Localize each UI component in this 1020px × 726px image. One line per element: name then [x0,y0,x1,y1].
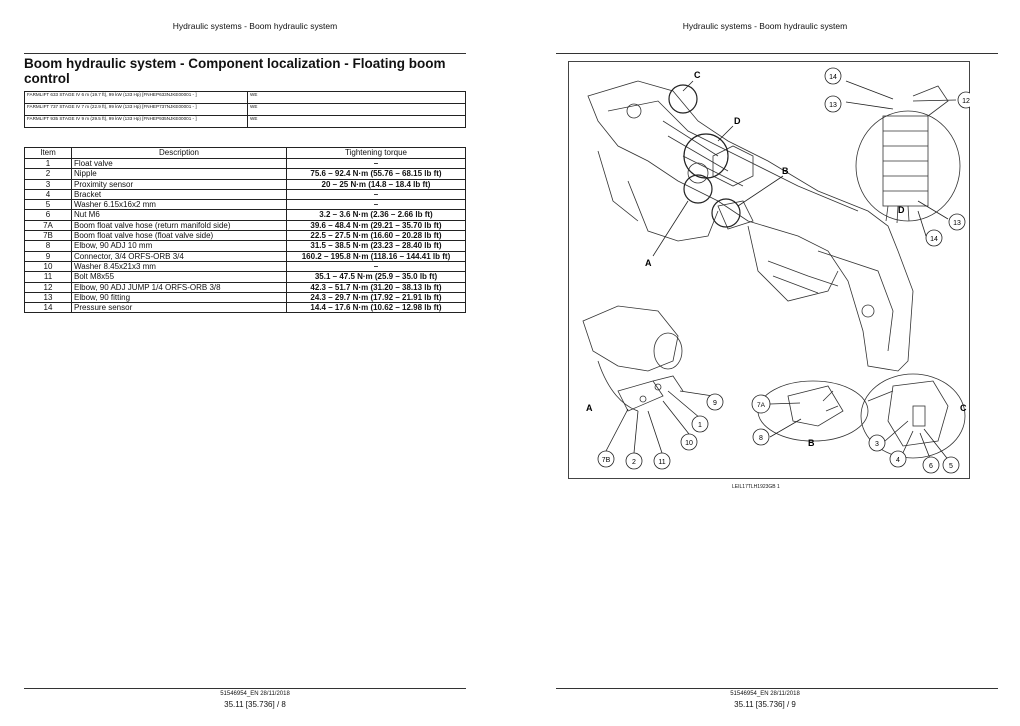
callout-14-lower: 14 [930,236,938,243]
callout-a-detail: A [586,403,593,413]
callout-d: D [734,116,741,126]
callout-2: 2 [632,459,636,466]
callout-10: 10 [685,440,693,447]
callout-1: 1 [698,422,702,429]
part-description: Pressure sensor [72,303,287,313]
parts-body [25,159,466,313]
part-description: Boom float valve hose (return manifold side) [72,220,287,230]
part-item: 7A [25,220,72,230]
callout-7a: 7A [757,402,765,409]
part-item: 2 [25,169,72,179]
parts-header-row [25,148,466,159]
footer-code: 51546954_EN 28/11/2018 [730,691,800,697]
footer-rule [556,688,998,689]
callout-7b: 7B [601,457,611,464]
callout-13-lower: 13 [953,220,961,227]
part-torque: 39.6 – 48.4 N·m (29.21 – 35.70 lb ft) [287,220,466,230]
model-row [25,92,466,104]
part-item: 5 [25,200,72,210]
callout-3: 3 [875,441,879,448]
part-item: 4 [25,189,72,199]
part-description: Boom float valve hose (float valve side) [72,231,287,241]
callout-d-detail: D [898,205,905,215]
part-torque: – [287,159,466,169]
part-torque: 160.2 – 195.8 N·m (118.16 – 144.41 lb ft) [287,251,466,261]
table-row [25,159,466,169]
part-item: 13 [25,292,72,302]
part-torque: 42.3 – 51.7 N·m (31.20 – 38.13 lb ft) [287,282,466,292]
footer-page-number: 35.11 [35.736] / 8 [224,700,286,709]
table-row [25,272,466,282]
callout-8: 8 [759,435,763,442]
callout-12: 12 [962,98,970,105]
callout-9: 9 [713,400,717,407]
page-title: Boom hydraulic system - Component localization - Floating boom control [24,56,446,86]
part-item: 6 [25,210,72,220]
header-rule [24,53,466,54]
table-row [25,210,466,220]
part-description: Proximity sensor [72,179,287,189]
callout-11: 11 [658,459,666,466]
callout-4: 4 [896,457,900,464]
part-torque: – [287,189,466,199]
model-row [25,116,466,128]
part-torque: – [287,200,466,210]
callout-5: 5 [949,463,953,470]
part-item: 9 [25,251,72,261]
table-row [25,292,466,302]
table-row [25,303,466,313]
page-header: Hydraulic systems - Boom hydraulic system [682,21,848,31]
part-description: Bracket [72,189,287,199]
part-torque: 20 – 25 N·m (14.8 – 18.4 lb ft) [287,179,466,189]
part-description: Elbow, 90 fitting [72,292,287,302]
component-diagram [568,61,970,479]
header-rule [556,53,998,54]
part-item: 11 [25,272,72,282]
callout-a: A [645,258,652,268]
table-row [25,220,466,230]
part-torque: 24.3 – 29.7 N·m (17.92 – 21.91 lb ft) [287,292,466,302]
model-region: WE [248,116,466,128]
part-description: Bolt M8x55 [72,272,287,282]
model-row [25,104,466,116]
figure-caption: LEIL17TLH1923GB 1 [732,484,780,490]
table-row [25,169,466,179]
table-row [25,200,466,210]
model-name: FARMLIFT 633 STAGE IV 6 m (19.7 ft), 99 kW (133 Hp) [FNHEP633NJKE00001 - ] [25,92,248,104]
part-description: Float valve [72,159,287,169]
item-header: Item [25,148,72,159]
part-item: 10 [25,261,72,271]
callout-c: C [694,70,701,80]
table-row [25,189,466,199]
part-item: 7B [25,231,72,241]
model-name: FARMLIFT 935 STAGE IV 9 m (29.5 ft), 99 kW (133 Hp) [FNHEP935NJKE00001 - ] [25,116,248,128]
part-torque: 75.6 – 92.4 N·m (55.76 – 68.15 lb ft) [287,169,466,179]
table-row [25,251,466,261]
model-region: WE [248,92,466,104]
model-region: WE [248,104,466,116]
torque-header: Tightening torque [287,148,466,159]
table-row [25,282,466,292]
part-description: Elbow, 90 ADJ 10 mm [72,241,287,251]
part-description: Nut M6 [72,210,287,220]
callout-b: B [782,166,789,176]
model-table [24,91,466,128]
table-row [25,179,466,189]
part-item: 8 [25,241,72,251]
description-header: Description [72,148,287,159]
part-item: 12 [25,282,72,292]
part-torque: 31.5 – 38.5 N·m (23.23 – 28.40 lb ft) [287,241,466,251]
table-row [25,261,466,271]
part-description: Washer 6.15x16x2 mm [72,200,287,210]
part-torque: 14.4 – 17.6 N·m (10.62 – 12.98 lb ft) [287,303,466,313]
parts-table [24,147,466,313]
table-row [25,231,466,241]
footer-page-number: 35.11 [35.736] / 9 [734,700,796,709]
callout-6: 6 [929,463,933,470]
callout-b-detail: B [808,438,815,448]
part-item: 1 [25,159,72,169]
part-torque: 3.2 – 3.6 N·m (2.36 – 2.66 lb ft) [287,210,466,220]
table-row [25,241,466,251]
callout-13: 13 [829,102,837,109]
part-description: Nipple [72,169,287,179]
callout-14: 14 [829,74,837,81]
part-torque: 35.1 – 47.5 N·m (25.9 – 35.0 lb ft) [287,272,466,282]
model-name: FARMLIFT 737 STAGE IV 7 m (22.9 ft), 99 kW (133 Hp) [FNHEP737NJKE00001 - ] [25,104,248,116]
part-description: Elbow, 90 ADJ JUMP 1/4 ORFS-ORB 3/8 [72,282,287,292]
page-header: Hydraulic systems - Boom hydraulic system [172,21,338,31]
part-item: 14 [25,303,72,313]
part-torque: 22.5 – 27.5 N·m (16.60 – 20.28 lb ft) [287,231,466,241]
part-description: Washer 8.45x21x3 mm [72,261,287,271]
footer-code: 51546954_EN 28/11/2018 [220,691,290,697]
part-item: 3 [25,179,72,189]
footer-rule [24,688,466,689]
part-torque: – [287,261,466,271]
callout-c-detail: C [960,403,967,413]
part-description: Connector, 3/4 ORFS-ORB 3/4 [72,251,287,261]
